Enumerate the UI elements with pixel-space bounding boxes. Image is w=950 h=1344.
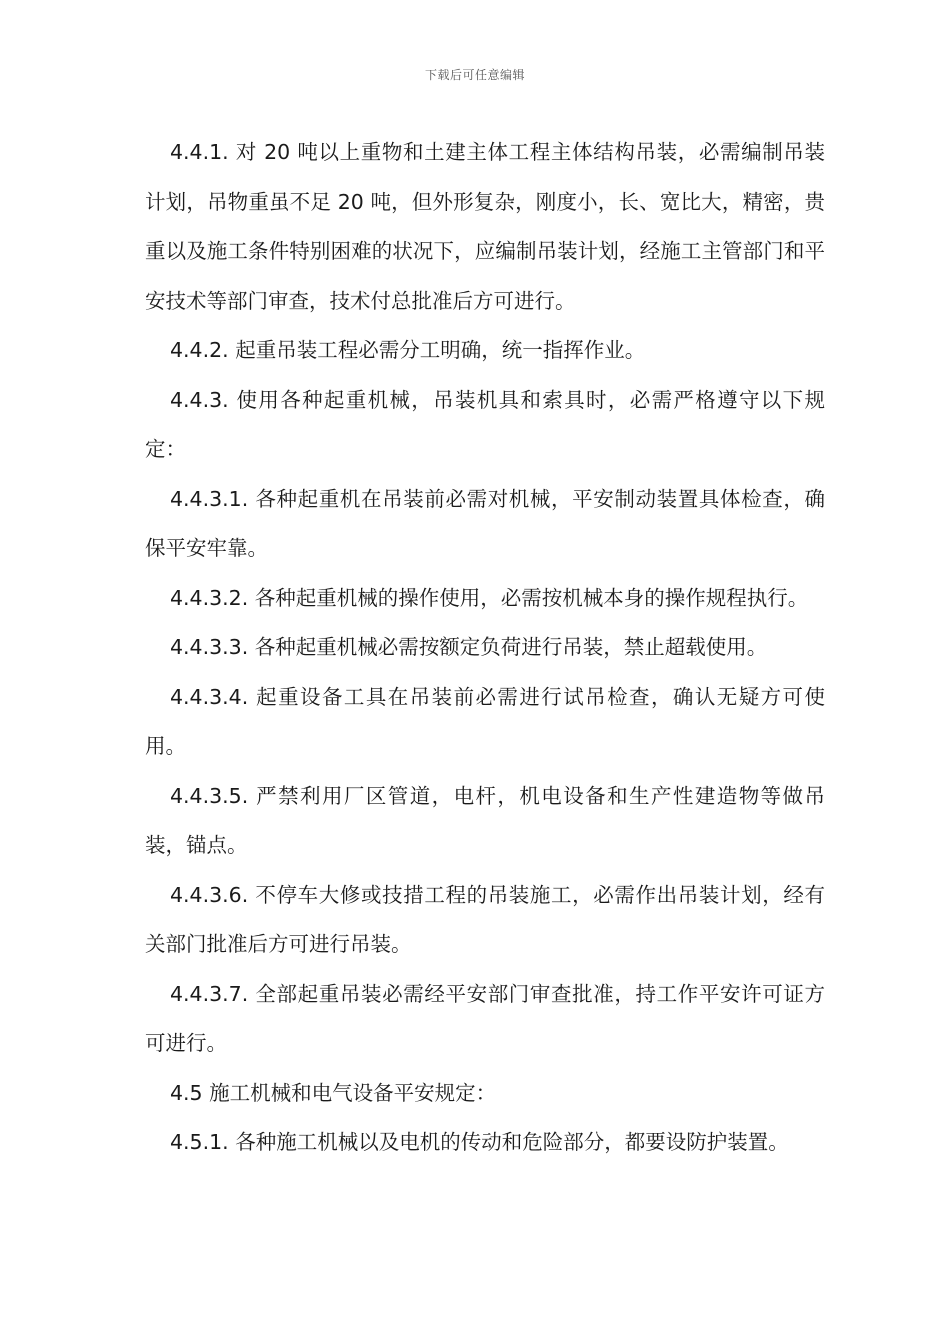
paragraph-4-4-1: 4.4.1. 对 20 吨以上重物和土建主体工程主体结构吊装，必需编制吊装计划，吊物重虽不足 20 吨，但外形复杂，刚度小，长、宽比大，精密，贵重以及施工条件特别困难的状况下，应编制吊装计划，经施工主管部门和平安技术等部门审查，技术付总批准后方可进行。 — [145, 140, 825, 313]
document-body — [145, 128, 825, 1168]
paragraph-4-5-1: 4.5.1. 各种施工机械以及电机的传动和危险部分，都要设防护装置。 — [170, 1130, 789, 1154]
page-header: 下载后可任意编辑 — [424, 68, 525, 82]
paragraph-4-4-3-5: 4.4.3.5. 严禁利用厂区管道，电杆，机电设备和生产性建造物等做吊装，锚点。 — [145, 783, 825, 857]
paragraph-4-4-3-6: 4.4.3.6. 不停车大修或技措工程的吊装施工，必需作出吊装计划，经有关部门批准后方可进行吊装。 — [145, 882, 825, 956]
paragraph-4-4-3: 4.4.3. 使用各种起重机械，吊装机具和索具时，必需严格遵守以下规定： — [145, 387, 825, 461]
paragraph-4-4-3-3: 4.4.3.3. 各种起重机械必需按额定负荷进行吊装，禁止超载使用。 — [170, 635, 768, 659]
paragraph-4-4-2: 4.4.2. 起重吊装工程必需分工明确，统一指挥作业。 — [170, 338, 646, 362]
paragraph-4-4-3-4: 4.4.3.4. 起重设备工具在吊装前必需进行试吊检查，确认无疑方可使用。 — [145, 684, 825, 758]
paragraph-4-4-3-7: 4.4.3.7. 全部起重吊装必需经平安部门审查批准，持工作平安许可证方可进行。 — [145, 981, 825, 1055]
paragraph-4-4-3-1: 4.4.3.1. 各种起重机在吊装前必需对机械，平安制动装置具体检查，确保平安牢靠。 — [145, 486, 825, 560]
section-heading-4-5: 4.5 施工机械和电气设备平安规定： — [170, 1080, 497, 1105]
paragraph-4-4-3-2: 4.4.3.2. 各种起重机械的操作使用，必需按机械本身的操作规程执行。 — [170, 585, 809, 610]
